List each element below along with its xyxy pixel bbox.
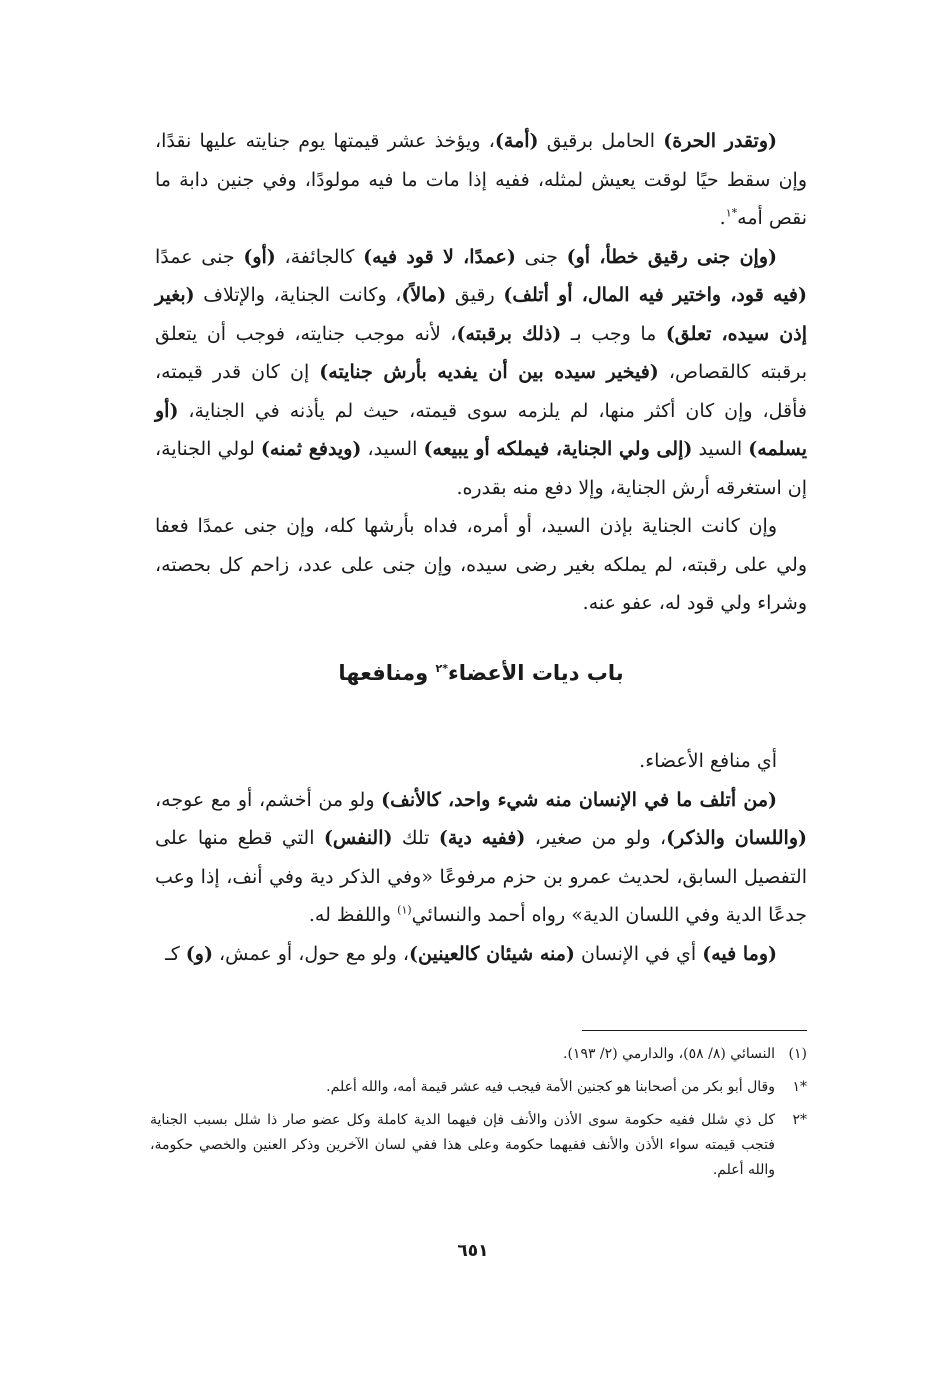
- matn-text: (إلى ولي الجناية، فيملكه أو يبيعه): [423, 438, 693, 460]
- footnote-text: النسائي (٨/ ٥٨)، والدارمي (٢/ ١٩٣).: [563, 1046, 775, 1062]
- matn-text: (من أتلف ما في الإنسان منه شيء واحد، كالأنف): [381, 788, 777, 811]
- footnote-mark: (١): [788, 1046, 807, 1062]
- footnote-text: كل ذي شلل ففيه حكومة سوى الأذن والأنف فإن فيهما الدية كاملة وكل عضو صار ذا شلل بسبب الجناية فتجب قيمته سواء الأذن والأنف ففيهما حكومة وعلى هذا ففي لسان الآخرين وذكر العنين والخصي حكومة، والله أعلم.: [150, 1112, 775, 1178]
- footnote: [150, 1042, 807, 1067]
- sharh-text: ما وجب بـ: [561, 322, 666, 345]
- page-number: ٦٥١: [457, 1241, 489, 1261]
- sharh-text: أي في الإنسان: [574, 942, 703, 965]
- sharh-text: تلك: [392, 827, 439, 849]
- sharh-text: ، وكانت الجناية، والإتلاف: [194, 284, 402, 306]
- paragraph: [155, 507, 807, 623]
- paragraph: [155, 238, 807, 508]
- footnote-mark: *٢: [792, 1112, 807, 1128]
- paragraph: [155, 935, 807, 974]
- sharh-text: ، ولو من صغير،: [525, 827, 667, 849]
- sharh-text: كـ: [165, 942, 186, 965]
- matn-text: (وتقدر الحرة): [663, 130, 777, 152]
- footnotes: [150, 1042, 807, 1191]
- sharh-text: واللفظ له.: [308, 904, 398, 926]
- matn-text: (واللسان والذكر): [666, 827, 808, 849]
- sharh-text: السيد،: [361, 438, 424, 460]
- sharh-text: ، ولو مع حول، أو عمش،: [212, 942, 410, 965]
- matn-text: (بغير إذن سيده، تعلق): [155, 284, 807, 345]
- sharh-text: وإن كانت الجناية بإذن السيد، أو أمره، فداه بأرشها كله، وإن جنى عمدًا فعفا ولي على رقبته، لم يملكه بغير رضى سيده، وإن جنى على عدد، زاحم كل بحصته، وشراء ولي قود له، عفو عنه.: [155, 515, 807, 614]
- footnote-separator: [582, 1030, 807, 1031]
- sharh-text: جنى عمدًا: [155, 245, 244, 268]
- footnote-reference: (١): [397, 903, 412, 917]
- paragraph: [155, 781, 807, 935]
- sharh-text: التي قطع منها على التفصيل السابق، لحديث عمرو بن حزم مرفوعًا «وفي الذكر دية وفي أنف، إذا وعب جدعًا الدية وفي اللسان الدية» رواه أحمد والنسائي: [155, 827, 807, 926]
- matn-text: (و): [185, 942, 213, 965]
- sharh-text: ولو من أخشم، أو مع عوجه،: [155, 788, 382, 811]
- sharh-text: لولي الجناية، إن استغرقه أرش الجناية، وإلا دفع منه بقدره.: [155, 438, 807, 499]
- matn-text: (وما فيه): [702, 942, 777, 965]
- sharh-text: كالجائفة،: [275, 245, 364, 268]
- matn-text: (فيه قود، واختير فيه المال، أو أتلف): [503, 284, 808, 306]
- sharh-text: جنى: [515, 245, 567, 268]
- matn-text: (عمدًا، لا قود فيه): [363, 245, 516, 268]
- main-text-top: [155, 122, 807, 623]
- matn-text: (ذلك برقبته): [456, 322, 562, 345]
- matn-text: (وإن جنى رقيق خطأ، أو): [566, 245, 777, 268]
- footnote: [150, 1108, 807, 1183]
- footnote: [150, 1075, 807, 1100]
- matn-text: (أمة): [494, 130, 539, 152]
- matn-text: (فيخير سيده بين أن يفديه بأرش جنايته): [319, 361, 659, 383]
- chapter-heading: [155, 655, 807, 691]
- sharh-text: .: [719, 207, 726, 229]
- matn-text: (مالاً): [401, 284, 447, 306]
- matn-text: (ففيه دية): [438, 827, 526, 849]
- footnote-text: وقال أبو بكر من أصحابنا هو كجنين الأمة فيجب فيه عشر قيمة أمه، والله أعلم.: [326, 1079, 775, 1095]
- sharh-text: رقيق: [446, 284, 504, 306]
- paragraph: [155, 742, 807, 781]
- sharh-text: السيد: [692, 438, 749, 460]
- matn-text: (النفس): [323, 827, 393, 849]
- matn-text: (منه شيئان كالعينين): [409, 942, 575, 965]
- sharh-text: أي منافع الأعضاء.: [639, 750, 777, 772]
- matn-text: (ويدفع ثمنه): [260, 438, 362, 460]
- footnote-reference: *٢: [435, 662, 449, 675]
- footnote-reference: *١: [725, 206, 738, 220]
- heading-text: باب ديات الأعضاء: [448, 661, 624, 685]
- heading-text: ومنافعها: [338, 661, 436, 685]
- main-text-bottom: [155, 742, 807, 973]
- sharh-text: إن كان قدر قيمته، فأقل، وإن كان أكثر منها، لم يلزمه سوى قيمته، حيث لم يأذنه في الجناية،: [155, 361, 807, 422]
- sharh-text: ، لأنه موجب جنايته، فوجب أن يتعلق برقبته كالقصاص،: [155, 322, 807, 383]
- sharh-text: ، ويؤخذ عشر قيمتها يوم جنايته عليها نقدًا، وإن سقط حيًا لوقت يعيش لمثله، ففيه إذا مات ما فيه مولودًا، وفي جنين دابة ما نقص أمه: [155, 130, 807, 229]
- matn-text: (أو يسلمه): [155, 399, 807, 460]
- footnote-mark: *١: [792, 1079, 807, 1095]
- matn-text: (أو): [243, 245, 276, 268]
- paragraph: [155, 122, 807, 238]
- sharh-text: الحامل برقيق: [538, 130, 664, 152]
